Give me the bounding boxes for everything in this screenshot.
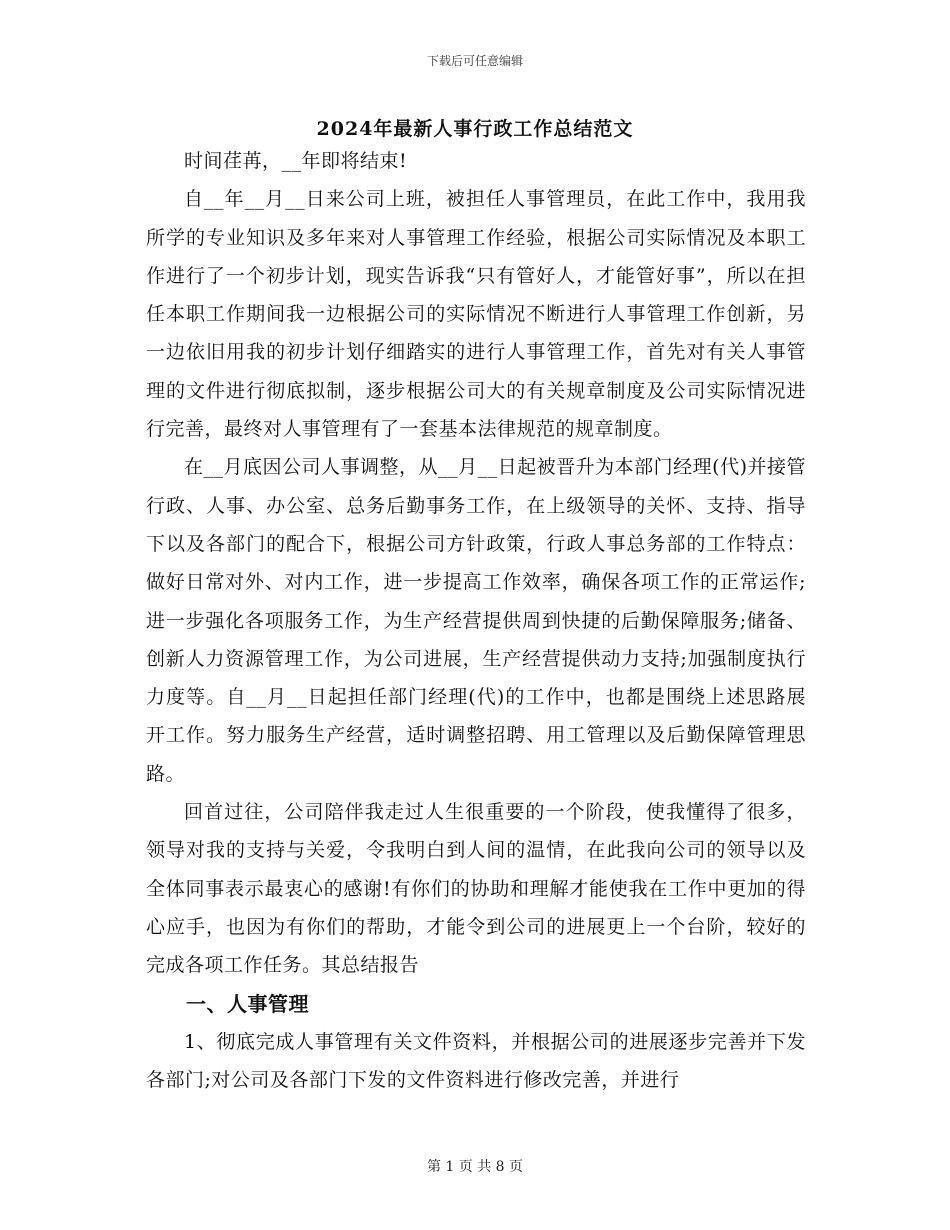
paragraph-intro: 时间荏苒，__年即将结束! (184, 150, 408, 172)
document-body (146, 142, 806, 1099)
paragraph-work-start: 自__年__月__日来公司上班，被担任人事管理员，在此工作中，我用我所学的专业知识及多年来对人事管理工作经验，根据公司实际情况及本职工作进行了一个初步计划，现实告诉我“只有管好人，才能管好事”，所以在担任本职工作期间我一边根据公司的实际情况不断进行人事管理工作创新，另一边依旧用我的初步计划仔细踏实的进行人事管理工作，首先对有关人事管理的文件进行彻底拟制，逐步根据公司大的有关规章制度及公司实际情况进行完善，最终对人事管理有了一套基本法律规范的规章制度。 (146, 188, 806, 441)
section-heading-personnel: 一、人事管理 (186, 991, 309, 1016)
paragraph-section-item-1: 1、彻底完成人事管理有关文件资料，并根据公司的进展逐步完善并下发各部门;对公司及各部门下发的文件资料进行修改完善，并进行 (146, 1030, 806, 1092)
document-title: 2024年最新人事行政工作总结范文 (316, 118, 634, 140)
page-number: 第 1 页 共 8 页 (426, 1159, 524, 1175)
paragraph-reflection: 回首过往，公司陪伴我走过人生很重要的一个阶段，使我懂得了很多，领导对我的支持与关爱，令我明白到人间的温情，在此我向公司的领导以及全体同事表示最衷心的感谢!有你们的协助和理解才能使我在工作中更加的得心应手，也因为有你们的帮助，才能令到公司的进展更上一个台阶，较好的完成各项工作任务。其总结报告 (146, 801, 806, 977)
paragraph-promotion: 在__月底因公司人事调整，从__月__日起被晋升为本部门经理(代)并接管行政、人事、办公室、总务后勤事务工作，在上级领导的关怀、支持、指导下以及各部门的配合下，根据公司方针政策，行政人事总务部的工作特点：做好日常对外、对内工作，进一步提高工作效率，确保各项工作的正常运作;进一步强化各项服务工作，为生产经营提供周到快捷的后勤保障服务;储备、创新人力资源管理工作，为公司进展，生产经营提供动力支持;加强制度执行力度等。自__月__日起担任部门经理(代)的工作中，也都是围绕上述思路展开工作。努力服务生产经营，适时调整招聘、用工管理以及后勤保障管理思路。 (146, 456, 806, 785)
page-header-note: 下载后可任意编辑 (426, 54, 523, 68)
